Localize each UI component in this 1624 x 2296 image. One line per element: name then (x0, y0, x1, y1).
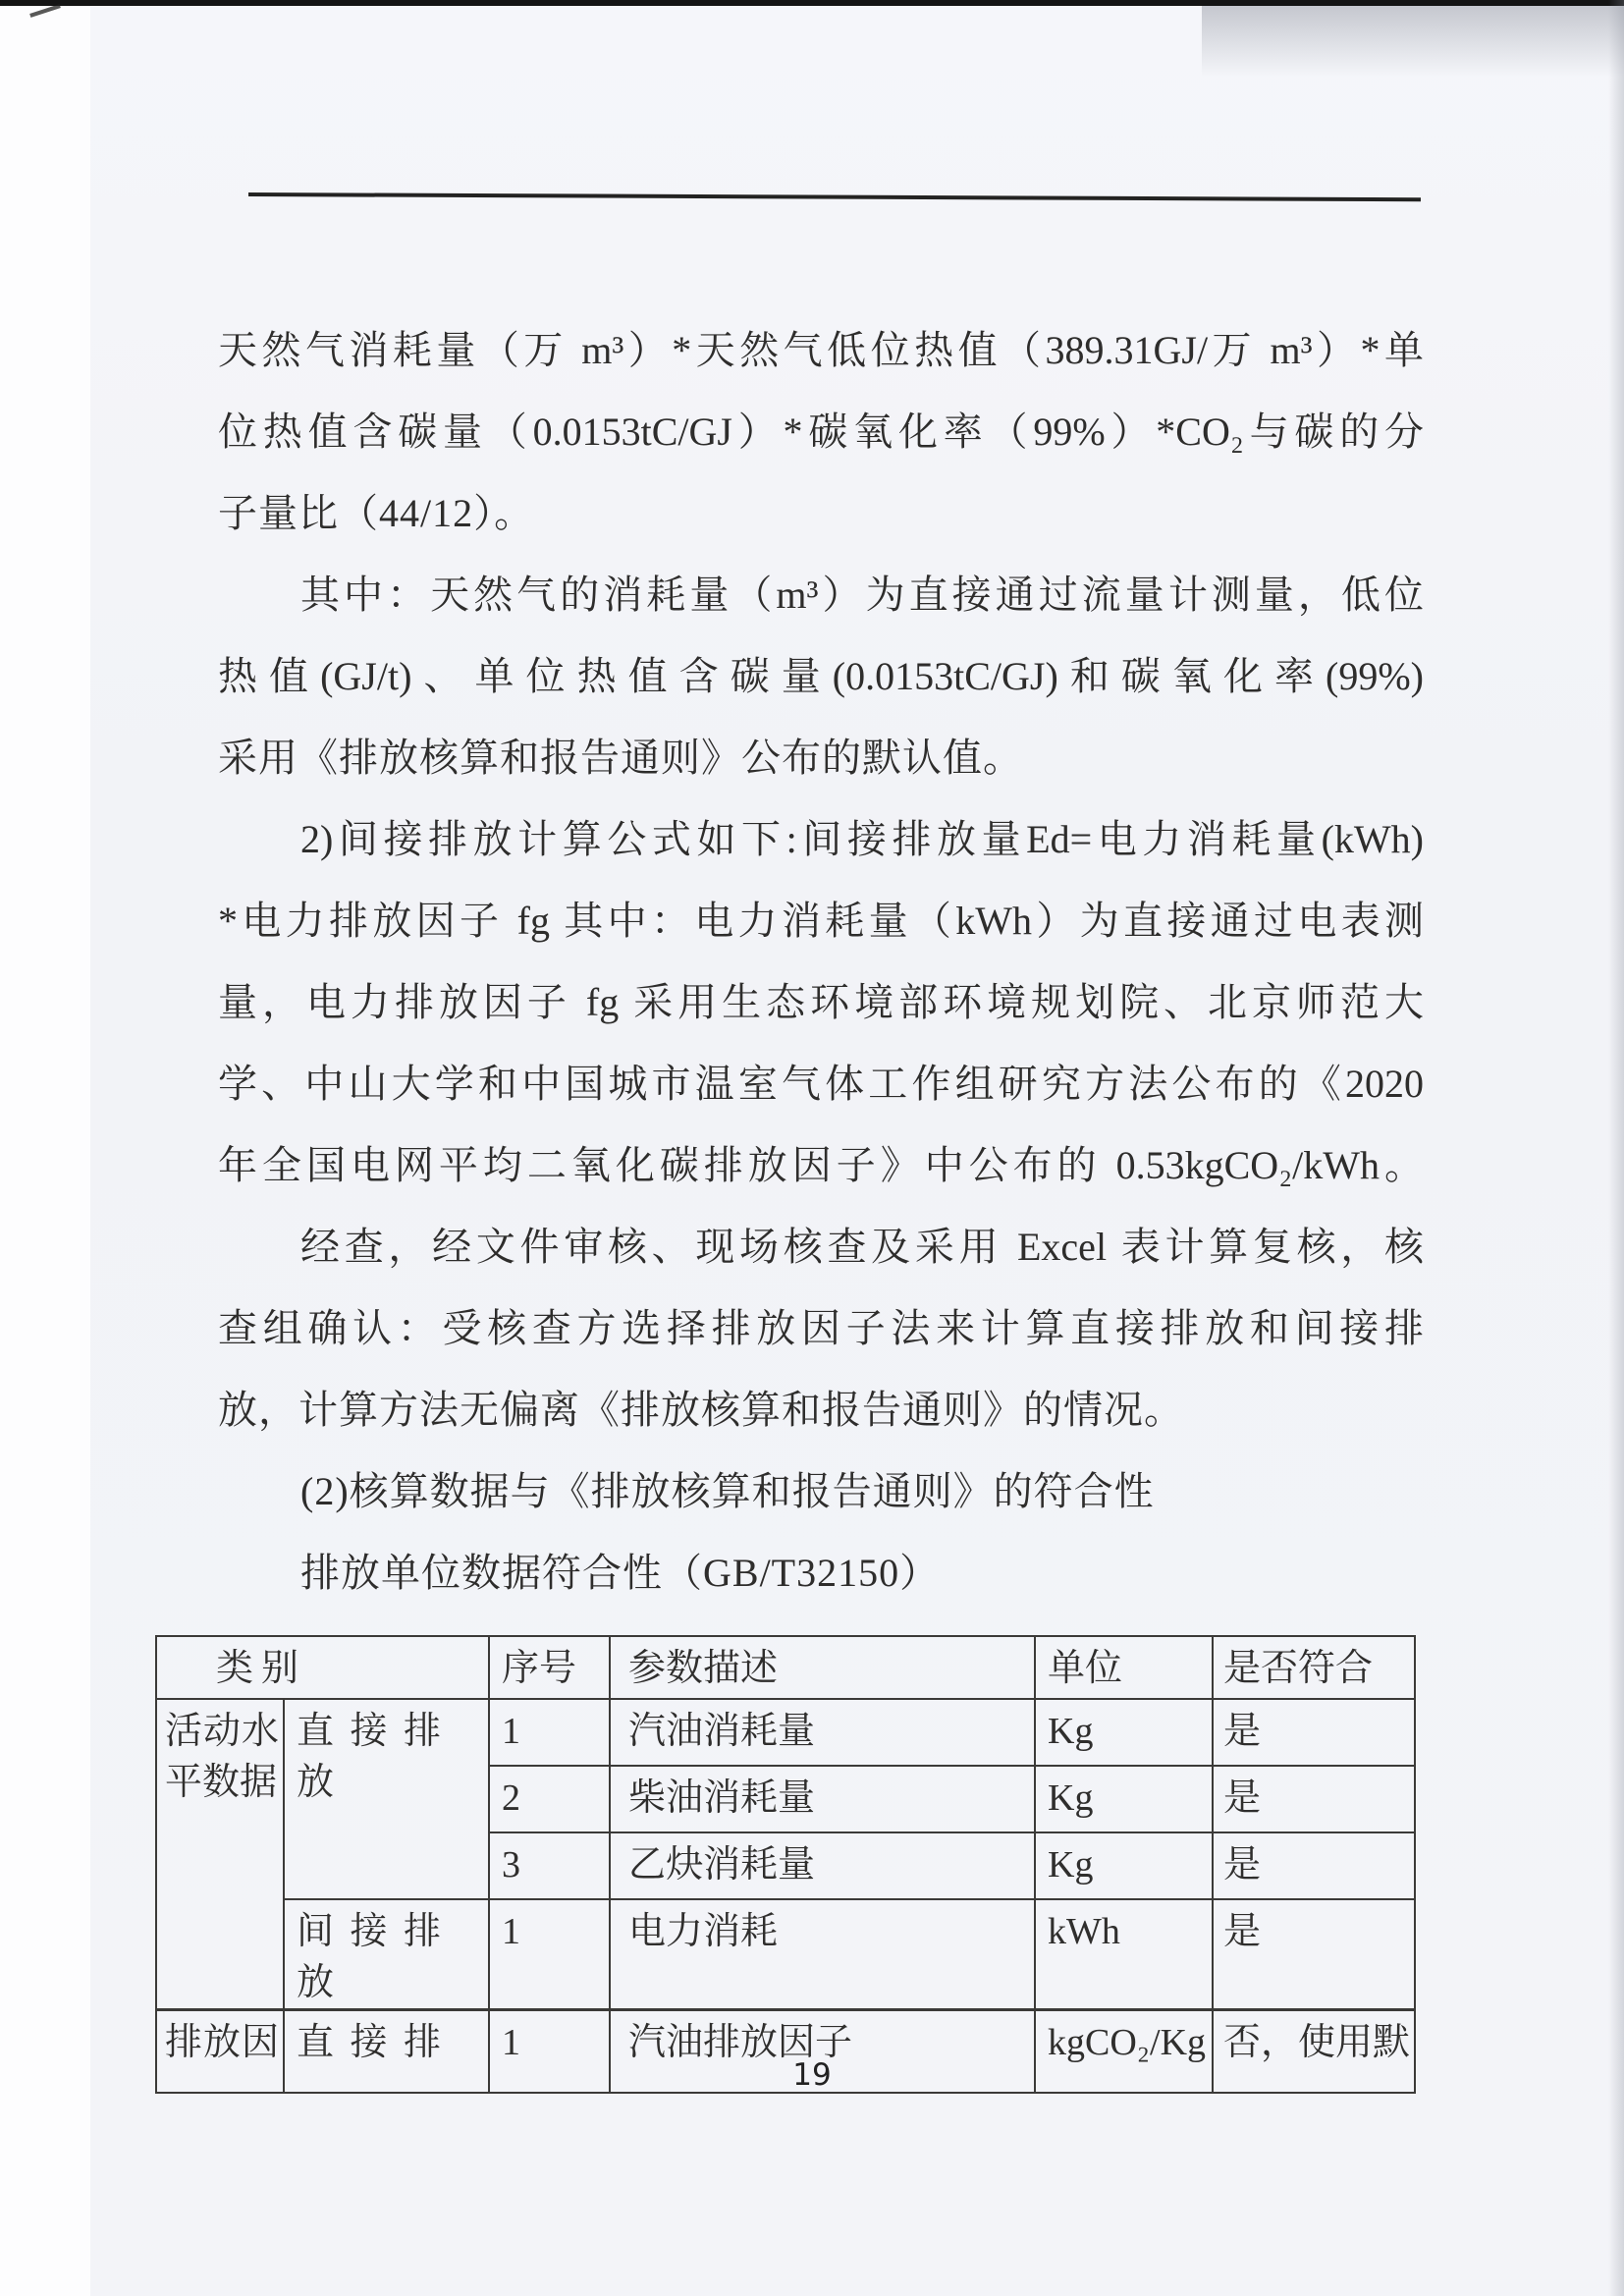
table-header-index: 序号 (489, 1636, 610, 1699)
page-number: 19 (792, 2057, 832, 2093)
row4-index: 1 (489, 1899, 610, 2010)
body-line-10: 学、中山大学和中国城市温室气体工作组研究方法公布的《2020 (218, 1062, 1424, 1106)
row1-unit: Kg (1035, 1699, 1213, 1766)
row2-index: 2 (489, 1766, 610, 1832)
body-line-3: 子量比（44/12）。 (218, 491, 535, 535)
row3-index: 3 (489, 1832, 610, 1899)
row3-param: 乙炔消耗量 (610, 1832, 1035, 1899)
body-line-11: 年全国电网平均二氧化碳排放因子》中公布的 0.53kgCO₂/kWh。 (218, 1143, 1424, 1187)
scan-shadow-top-right (1202, 6, 1624, 77)
body-line-16: 排放单位数据符合性（GB/T32150） (300, 1551, 941, 1595)
row5-param: 汽油排放因子 (610, 2010, 1035, 2094)
table-header-category: 类别 (156, 1636, 489, 1699)
table-header-param: 参数描述 (610, 1636, 1035, 1699)
body-line-14: 放，计算方法无偏离《排放核算和报告通则》的情况。 (218, 1388, 1184, 1432)
row5-unit: kgCO₂/Kg (1035, 2010, 1213, 2094)
row4-unit: kWh (1035, 1899, 1213, 2010)
body-line-4: 其中：天然气的消耗量（m³）为直接通过流量计测量，低位 (300, 573, 1424, 617)
row2-conform: 是 (1213, 1766, 1415, 1832)
group-emission-factor: 排放因 (156, 2010, 284, 2094)
header-rule (248, 192, 1421, 201)
row3-conform: 是 (1213, 1832, 1415, 1899)
group-indirect-emission: 间接排放 (284, 1899, 489, 2010)
scanner-left-strip (0, 0, 90, 2296)
body-line-15: (2)核算数据与《排放核算和报告通则》的符合性 (300, 1469, 1155, 1513)
row5-index: 1 (489, 2010, 610, 2094)
row2-unit: Kg (1035, 1766, 1213, 1832)
table-header-unit: 单位 (1035, 1636, 1213, 1699)
scan-shadow-right (1608, 0, 1624, 2296)
row1-param: 汽油消耗量 (610, 1699, 1035, 1766)
row5-conform: 否，使用默 (1213, 2010, 1415, 2094)
row1-conform: 是 (1213, 1699, 1415, 1766)
group-direct-emission: 直接排放 (284, 1699, 489, 1899)
compliance-table (155, 1635, 1416, 2094)
row3-unit: Kg (1035, 1832, 1213, 1899)
body-line-7: 2)间接排放计算公式如下:间接排放量Ed=电力消耗量(kWh) (300, 817, 1424, 861)
row4-conform: 是 (1213, 1899, 1415, 2010)
body-line-1: 天然气消耗量（万 m³）*天然气低位热值（389.31GJ/万 m³）*单 (218, 328, 1424, 372)
row4-param: 电力消耗 (610, 1899, 1035, 2010)
body-line-2: 位热值含碳量（0.0153tC/GJ）*碳氧化率（99%）*CO₂与碳的分 (218, 410, 1424, 454)
body-line-5: 热值(GJ/t)、单位热值含碳量(0.0153tC/GJ)和碳氧化率(99%) (218, 654, 1424, 698)
row1-index: 1 (489, 1699, 610, 1766)
body-line-6: 采用《排放核算和报告通则》公布的默认值。 (218, 736, 1023, 780)
body-line-12: 经查，经文件审核、现场核查及采用 Excel 表计算复核，核 (300, 1225, 1424, 1269)
body-line-13: 查组确认：受核查方选择排放因子法来计算直接排放和间接排 (218, 1306, 1424, 1350)
group-activity-data: 活动水平数据 (156, 1699, 284, 2010)
row2-param: 柴油消耗量 (610, 1766, 1035, 1832)
group-factor-direct: 直接排 (284, 2010, 489, 2094)
body-line-9: 量，电力排放因子 fg 采用生态环境部环境规划院、北京师范大 (218, 980, 1424, 1024)
table-header-conform: 是否符合 (1213, 1636, 1415, 1699)
body-line-8: *电力排放因子 fg 其中：电力消耗量（kWh）为直接通过电表测 (218, 899, 1424, 943)
body-text (218, 309, 1424, 1613)
